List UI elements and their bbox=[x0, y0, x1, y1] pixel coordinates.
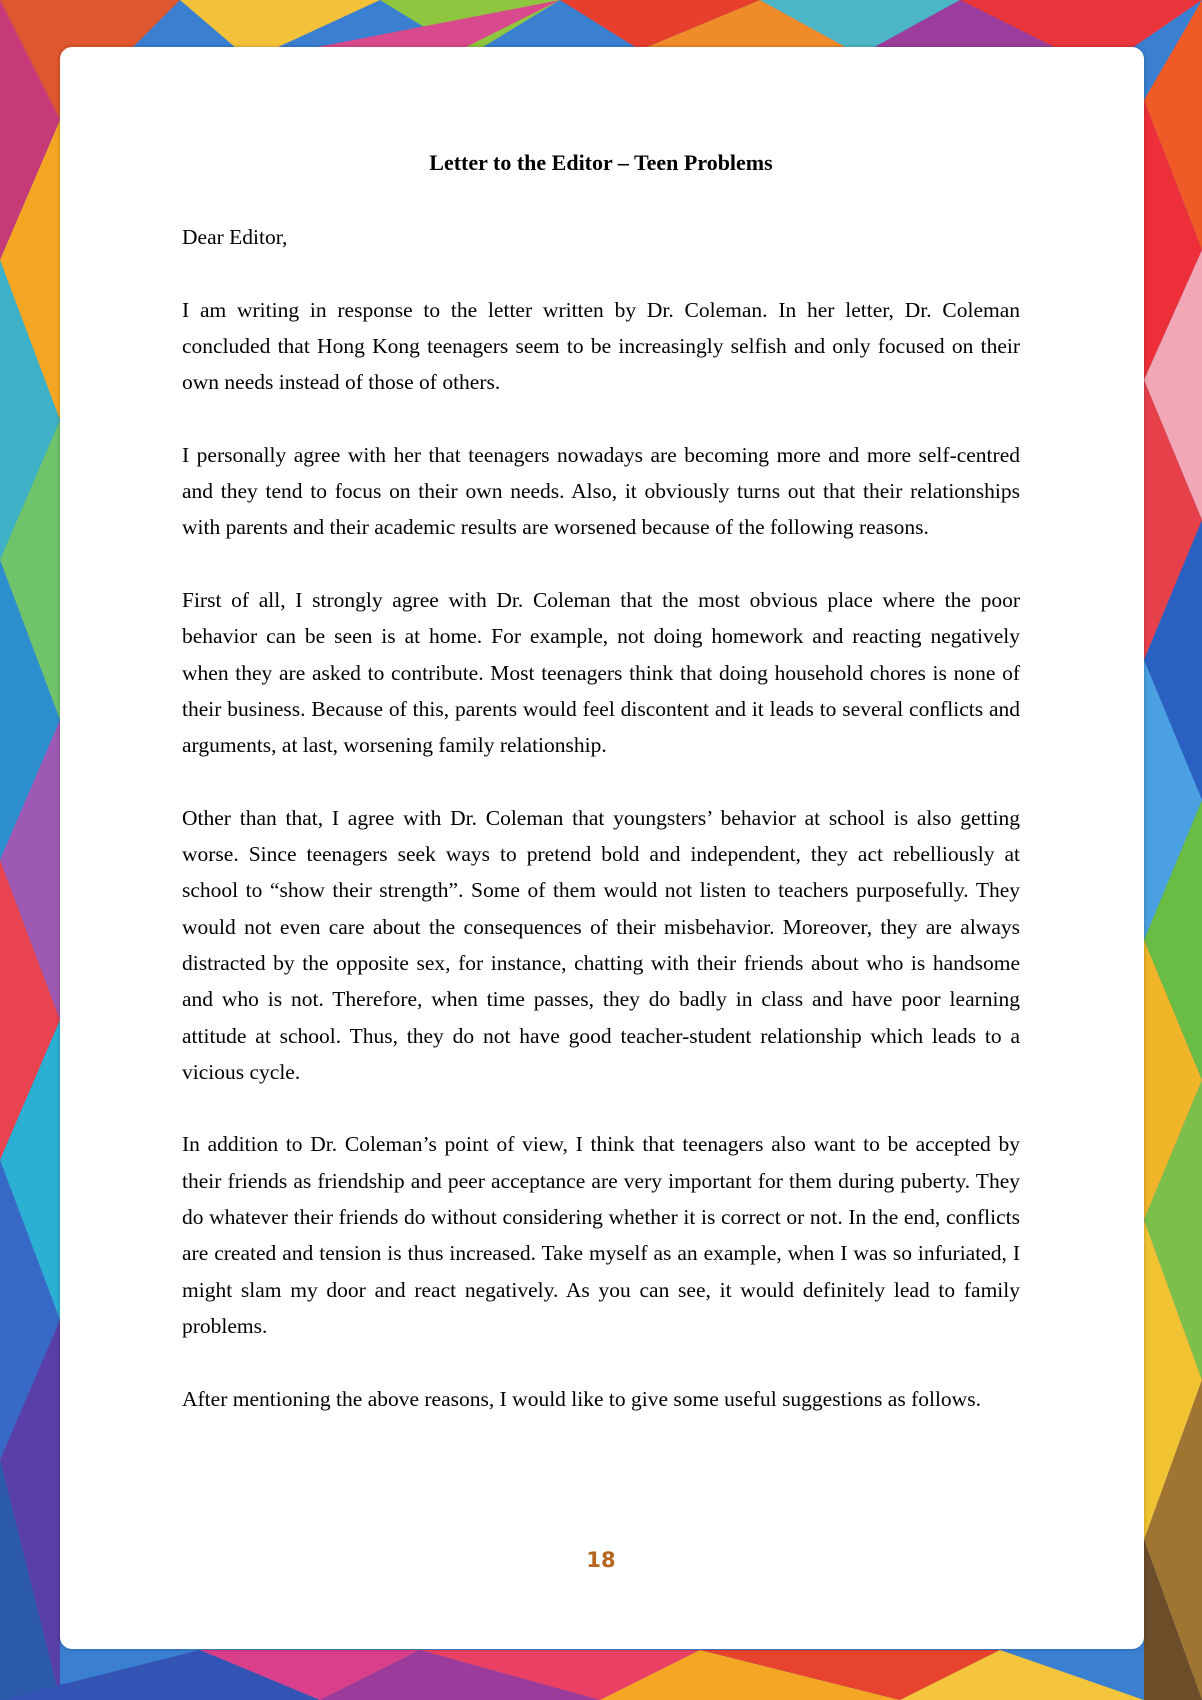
letter-body bbox=[182, 219, 1020, 1453]
paragraph: First of all, I strongly agree with Dr. Coleman that the most obvious place where the poor behavior can be seen is at home. For example, not doing homework and reacting negatively when they are asked to contribute. Most teenagers think that doing household chores is none of their business. Because of this, parents would feel discontent and it leads to several conflicts and arguments, at last, worsening family relationship. bbox=[182, 587, 1020, 758]
page-number: 18 bbox=[586, 1548, 616, 1572]
paragraph: I am writing in response to the letter written by Dr. Coleman. In her letter, Dr. Coleman concluded that Hong Kong teenagers seem to be increasingly selfish and only focused on their own needs instead of those of others. bbox=[182, 297, 1020, 395]
paragraph: In addition to Dr. Coleman’s point of view, I think that teenagers also want to be accepted by their friends as friendship and peer acceptance are very important for them during puberty. They do whatever their friends do without considering whether it is correct or not. In the end, conflicts are created and tension is thus increased. Take myself as an example, when I was so infuriated, I might slam my door and react negatively. As you can see, it would definitely lead to family problems. bbox=[182, 1132, 1020, 1338]
salutation: Dear Editor, bbox=[182, 225, 288, 249]
document-title: Letter to the Editor – Teen Problems bbox=[429, 150, 773, 175]
paragraph: After mentioning the above reasons, I would like to give some useful suggestions as follows. bbox=[182, 1386, 981, 1411]
paragraph: Other than that, I agree with Dr. Coleman that youngsters’ behavior at school is also getting worse. Since teenagers seek ways to pretend bold and independent, they act rebelliously at school to “show their strength”. Some of them would not listen to teachers purposefully. They would not even care about the consequences of their misbehavior. Moreover, they are always distracted by the opposite sex, for instance, chatting with their friends about who is handsome and who is not. Therefore, when time passes, they do badly in class and have poor learning attitude at school. Thus, they do not have good teacher-student relationship which leads to a vicious cycle. bbox=[182, 805, 1020, 1084]
paragraph: I personally agree with her that teenagers nowadays are becoming more and more self-centred and they tend to focus on their own needs. Also, it obviously turns out that their relationships with parents and their academic results are worsened because of the following reasons. bbox=[182, 442, 1020, 540]
